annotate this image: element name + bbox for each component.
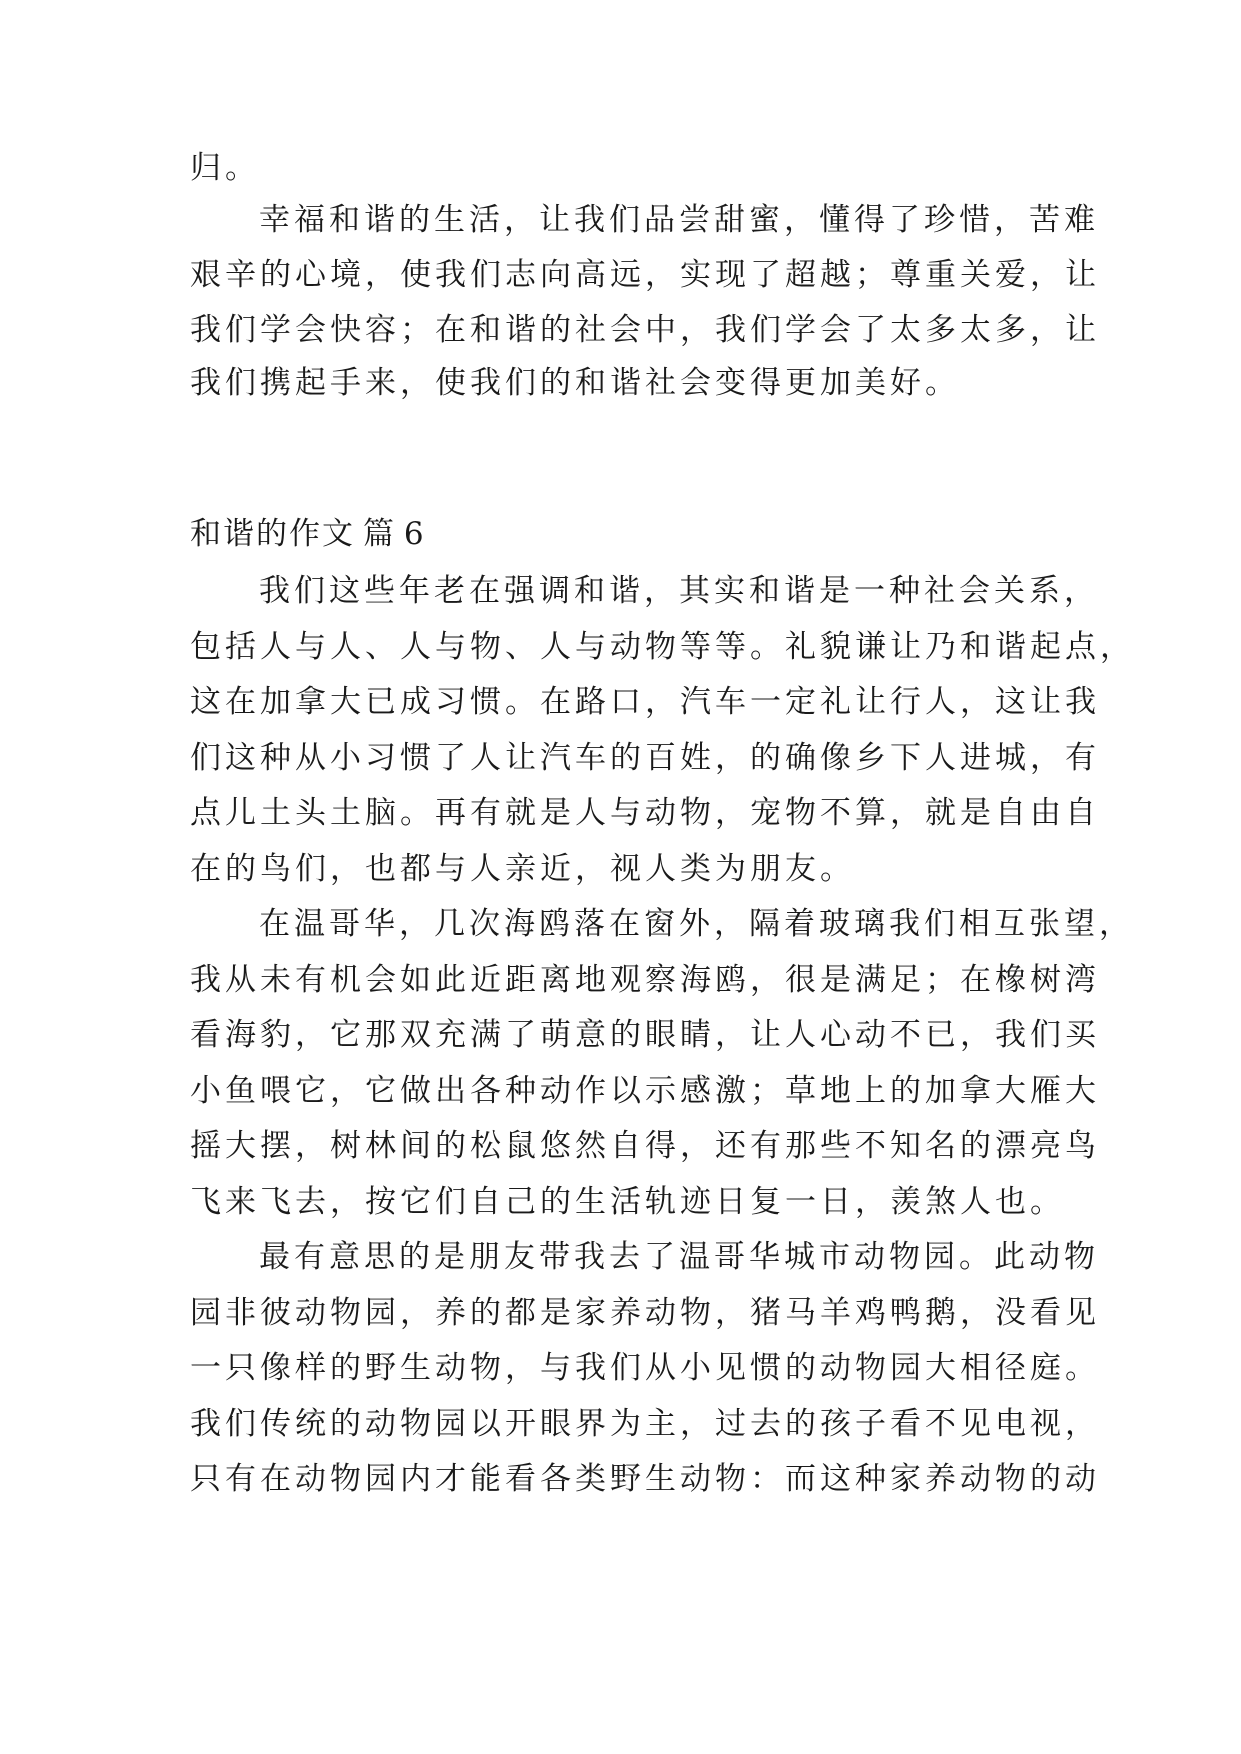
text-line: 艰辛的心境，使我们志向高远，实现了超越；尊重关爱，让 — [190, 257, 1100, 293]
text-line: 园非彼动物园，养的都是家养动物，猪马羊鸡鸭鹅，没看见 — [190, 1295, 1100, 1331]
text-line: 我们携起手来，使我们的和谐社会变得更加美好。 — [190, 365, 960, 401]
text-line: 小鱼喂它，它做出各种动作以示感激；草地上的加拿大雁大 — [190, 1073, 1100, 1109]
heading-part: 篇 6 — [363, 516, 424, 552]
text-line: 只有在动物园内才能看各类野生动物：而这种家养动物的动 — [190, 1461, 1100, 1497]
text-line: 我们这些年老在强调和谐，其实和谐是一种社会关系， — [259, 573, 1099, 609]
text-line: 这在加拿大已成习惯。在路口，汽车一定礼让行人，这让我 — [190, 684, 1100, 720]
text-line: 幸福和谐的生活，让我们品尝甜蜜，懂得了珍惜，苦难 — [259, 202, 1099, 238]
text-line: 我们传统的动物园以开眼界为主，过去的孩子看不见电视， — [190, 1406, 1100, 1442]
section-heading — [190, 514, 1070, 554]
text-line: 我们学会快容；在和谐的社会中，我们学会了太多太多，让 — [190, 312, 1100, 348]
heading-title: 和谐的作文 — [190, 516, 355, 552]
text-line: 点儿土头土脑。再有就是人与动物，宠物不算，就是自由自 — [190, 795, 1100, 831]
text-line: 在的鸟们，也都与人亲近，视人类为朋友。 — [190, 851, 855, 887]
text-line: 归。 — [190, 150, 260, 186]
text-line: 飞来飞去，按它们自己的生活轨迹日复一日，羡煞人也。 — [190, 1184, 1065, 1220]
text-line: 在温哥华，几次海鸥落在窗外，隔着玻璃我们相互张望， — [259, 906, 1134, 942]
text-line: 看海豹，它那双充满了萌意的眼睛，让人心动不已，我们买 — [190, 1017, 1100, 1053]
text-line: 们这种从小习惯了人让汽车的百姓，的确像乡下人进城，有 — [190, 740, 1100, 776]
text-line: 摇大摆，树林间的松鼠悠然自得，还有那些不知名的漂亮鸟 — [190, 1128, 1100, 1164]
text-line: 我从未有机会如此近距离地观察海鸥，很是满足；在橡树湾 — [190, 962, 1100, 998]
text-line: 一只像样的野生动物，与我们从小见惯的动物园大相径庭。 — [190, 1350, 1100, 1386]
text-line: 包括人与人、人与物、人与动物等等。礼貌谦让乃和谐起点， — [190, 629, 1135, 665]
text-line: 最有意思的是朋友带我去了温哥华城市动物园。此动物 — [259, 1239, 1099, 1275]
